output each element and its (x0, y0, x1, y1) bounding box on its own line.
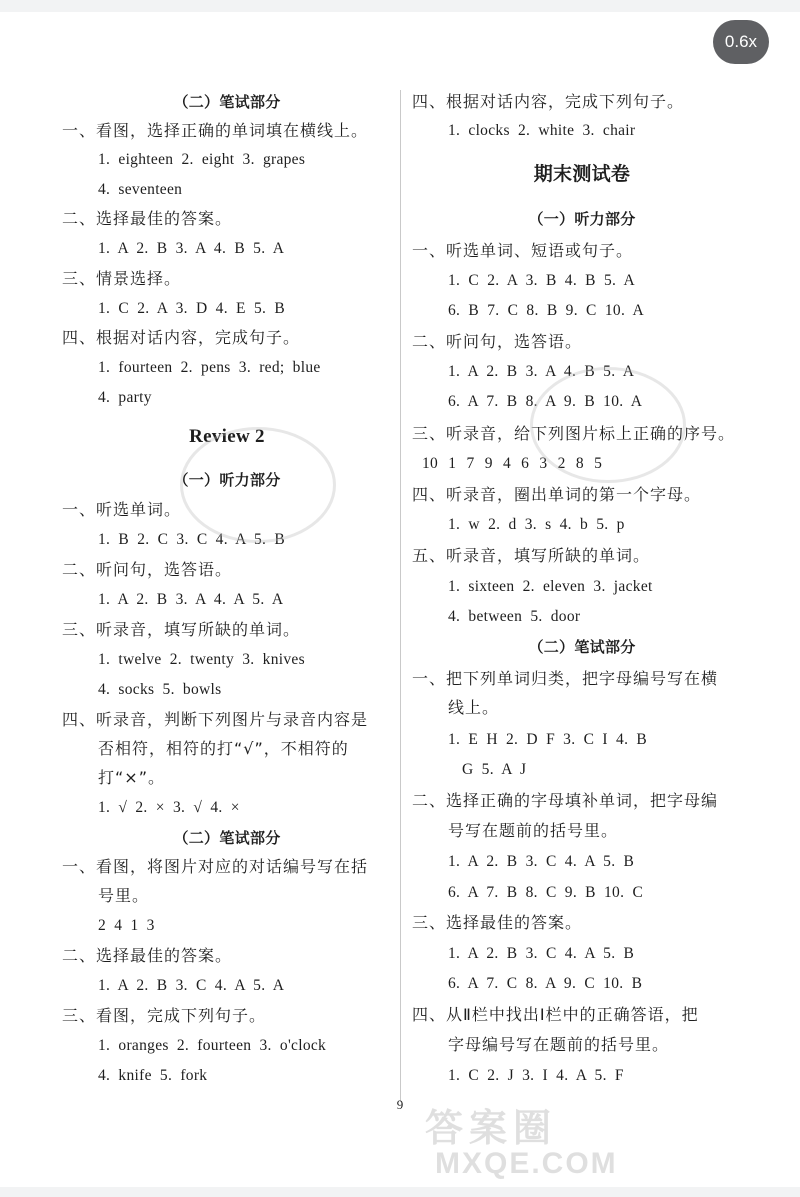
question-line: 一、看图，将图片对应的对话编号写在括 (62, 857, 369, 876)
section-heading: （二）笔试部分 (528, 638, 636, 656)
question-line: 二、选择最佳的答案。 (62, 946, 233, 965)
answer-line: 1. A 2. B 3. A 4. B 5. A (98, 240, 285, 257)
exam-title: 期末测试卷 (533, 163, 631, 185)
answer-line: 1. clocks 2. white 3. chair (448, 122, 636, 139)
answer-line: 4. party (98, 389, 152, 406)
answer-line: 4. socks 5. bowls (98, 681, 222, 698)
question-line: 三、看图，完成下列句子。 (62, 1006, 267, 1025)
question-line: 三、情景选择。 (62, 269, 182, 288)
answer-line: 1. E H 2. D F 3. C I 4. B (448, 731, 648, 748)
page-number: 9 (396, 1097, 404, 1112)
question-line: 线上。 (448, 698, 500, 717)
section-heading: （一）听力部分 (528, 210, 636, 228)
question-line: 三、选择最佳的答案。 (412, 913, 583, 932)
question-line: 四、听录音，判断下列图片与录音内容是 (62, 710, 369, 729)
section-heading: （二）笔试部分 (173, 829, 281, 847)
question-line: 一、看图，选择正确的单词填在横线上。 (62, 121, 369, 140)
question-line: 字母编号写在题前的括号里。 (448, 1035, 670, 1054)
question-line: 二、听问句，选答语。 (412, 332, 583, 351)
answer-line: G 5. A J (462, 761, 527, 778)
question-line: 一、听选单词。 (62, 500, 182, 519)
answer-line: 1. C 2. A 3. B 4. B 5. A (448, 272, 636, 289)
section-heading: （二）笔试部分 (173, 93, 281, 111)
answer-line: 4. between 5. door (448, 608, 581, 625)
column-divider (400, 90, 401, 1102)
question-line: 二、选择正确的字母填补单词，把字母编 (412, 791, 719, 810)
answer-line: 4. knife 5. fork (98, 1067, 208, 1084)
question-line: 三、听录音，给下列图片标上正确的序号。 (412, 424, 736, 443)
answer-line: 10 1 7 9 4 6 3 2 8 5 (422, 455, 603, 472)
answer-line: 1. A 2. B 3. C 4. A 5. B (448, 853, 635, 870)
question-line: 四、根据对话内容，完成句子。 (62, 328, 301, 347)
watermark-url: MXQE.COM (435, 1147, 618, 1180)
answer-line: 1. oranges 2. fourteen 3. o'clock (98, 1037, 327, 1054)
section-heading: （一）听力部分 (173, 471, 281, 489)
question-line: 二、听问句，选答语。 (62, 560, 233, 579)
answer-line: 1. fourteen 2. pens 3. red; blue (98, 359, 321, 376)
question-line: 三、听录音，填写所缺的单词。 (62, 620, 301, 639)
question-line: 四、根据对话内容，完成下列句子。 (412, 92, 685, 111)
answer-line: 6. B 7. C 8. B 9. C 10. A (448, 302, 644, 319)
question-line: 一、把下列单词归类，把字母编号写在横 (412, 669, 719, 688)
answer-line: 1. A 2. B 3. A 4. A 5. A (98, 591, 284, 608)
question-line: 否相符，相符的打“√”，不相符的 (98, 739, 349, 758)
answer-line: 1. A 2. B 3. C 4. A 5. B (448, 945, 635, 962)
answer-line: 2 4 1 3 (98, 917, 155, 934)
answer-line: 1. A 2. B 3. A 4. B 5. A (448, 363, 635, 380)
question-line: 四、从Ⅱ栏中找出Ⅰ栏中的正确答语，把 (412, 1005, 699, 1024)
answer-line: 1. sixteen 2. eleven 3. jacket (448, 578, 653, 595)
answer-line: 6. A 7. C 8. A 9. C 10. B (448, 975, 643, 992)
answer-line: 1. A 2. B 3. C 4. A 5. A (98, 977, 285, 994)
answer-line: 1. C 2. A 3. D 4. E 5. B (98, 300, 286, 317)
answer-line: 6. A 7. B 8. A 9. B 10. A (448, 393, 643, 410)
question-line: 二、选择最佳的答案。 (62, 209, 233, 228)
answer-line: 1. B 2. C 3. C 4. A 5. B (98, 531, 286, 548)
question-line: 四、听录音，圈出单词的第一个字母。 (412, 485, 702, 504)
site-watermark (425, 1097, 785, 1197)
question-line: 五、听录音，填写所缺的单词。 (412, 546, 651, 565)
question-line: 打“×”。 (98, 768, 165, 787)
answer-page (0, 12, 800, 1187)
review-title: Review 2 (189, 426, 265, 447)
stamp-mark (530, 367, 686, 483)
watermark-logo-text: 答案圈 (425, 1106, 558, 1150)
answer-line: 1. eighteen 2. eight 3. grapes (98, 151, 306, 168)
question-line: 一、听选单词、短语或句子。 (412, 241, 634, 260)
answer-line: 1. w 2. d 3. s 4. b 5. p (448, 516, 625, 533)
answer-line: 1. C 2. J 3. I 4. A 5. F (448, 1067, 624, 1084)
answer-line: 1. twelve 2. twenty 3. knives (98, 651, 305, 668)
question-line: 号里。 (98, 886, 150, 905)
stamp-mark (180, 427, 336, 543)
question-line: 号写在题前的括号里。 (448, 821, 619, 840)
answer-line: 6. A 7. B 8. C 9. B 10. C (448, 884, 644, 901)
answer-line: 1. √ 2. × 3. √ 4. × (98, 799, 240, 816)
zoom-level-button[interactable]: 0.6x (713, 20, 769, 64)
answer-line: 4. seventeen (98, 181, 183, 198)
